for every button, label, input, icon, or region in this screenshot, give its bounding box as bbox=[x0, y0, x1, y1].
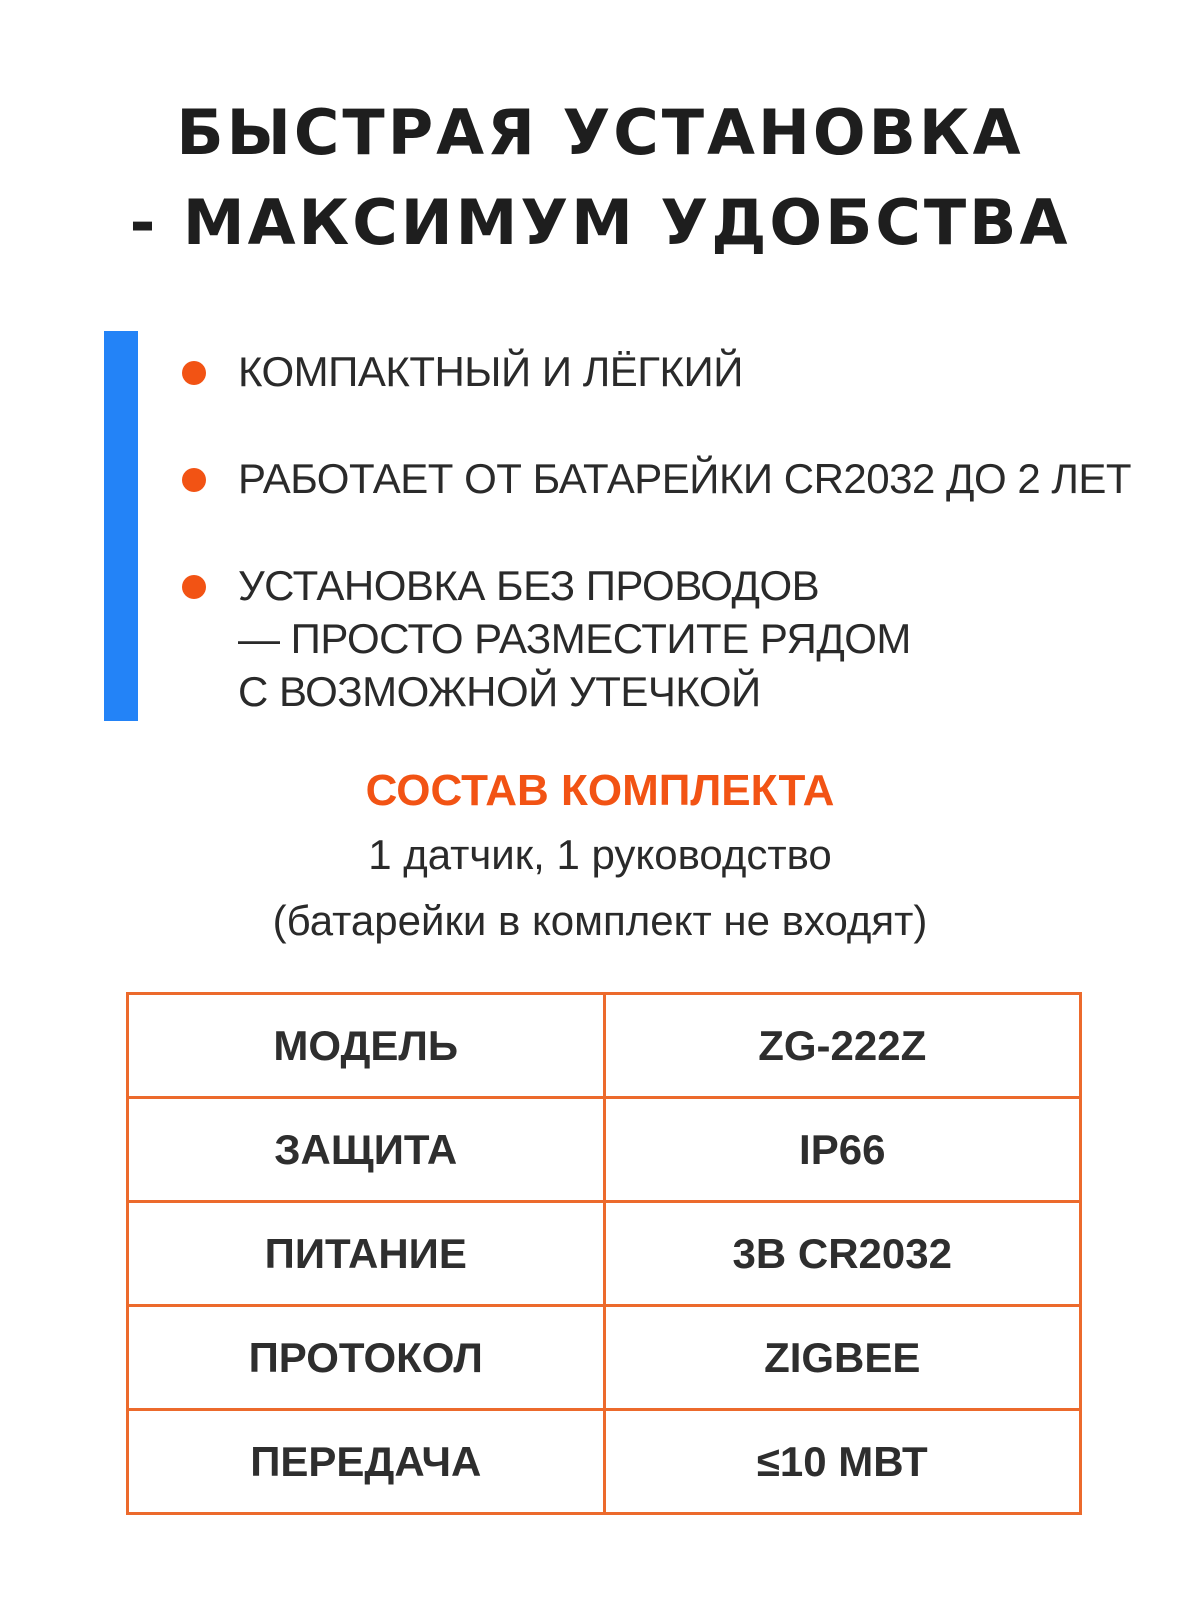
table-row bbox=[128, 1202, 1081, 1306]
accent-bar bbox=[104, 331, 138, 721]
feature-text-line-1: УСТАНОВКА БЕЗ ПРОВОДОВ bbox=[238, 562, 820, 609]
feature-text: КОМПАКТНЫЙ И ЛЁГКИЙ bbox=[238, 348, 743, 395]
spec-label: МОДЕЛЬ bbox=[128, 994, 605, 1098]
table-row bbox=[128, 1306, 1081, 1410]
feature-text: РАБОТАЕТ ОТ БАТАРЕЙКИ CR2032 ДО 2 ЛЕТ bbox=[238, 455, 1132, 502]
spec-value: ZIGBEE bbox=[604, 1306, 1081, 1410]
spec-value: ≤10 МВТ bbox=[604, 1410, 1081, 1514]
spec-label: ПЕРЕДАЧА bbox=[128, 1410, 605, 1514]
kit-note: (батарейки в комплект не входят) bbox=[272, 897, 928, 944]
spec-label: ПИТАНИЕ bbox=[128, 1202, 605, 1306]
kit-section bbox=[0, 760, 1200, 954]
feature-item-compact bbox=[180, 345, 1180, 398]
headline bbox=[0, 88, 1200, 268]
table-row bbox=[128, 1098, 1081, 1202]
bullet-icon bbox=[182, 575, 206, 599]
feature-text-line-3: С ВОЗМОЖНОЙ УТЕЧКОЙ bbox=[238, 668, 761, 715]
spec-table bbox=[126, 992, 1082, 1515]
bullet-icon bbox=[182, 361, 206, 385]
table-row bbox=[128, 1410, 1081, 1514]
headline-line-1: БЫСТРАЯ УСТАНОВКА bbox=[176, 96, 1024, 169]
feature-list bbox=[180, 345, 1180, 718]
spec-value: ZG-222Z bbox=[604, 994, 1081, 1098]
spec-label: ПРОТОКОЛ bbox=[128, 1306, 605, 1410]
feature-text-line-2: — ПРОСТО РАЗМЕСТИТЕ РЯДОМ bbox=[238, 615, 911, 662]
table-row bbox=[128, 994, 1081, 1098]
spec-value: IP66 bbox=[604, 1098, 1081, 1202]
feature-item-battery bbox=[180, 452, 1180, 505]
kit-contents: 1 датчик, 1 руководство bbox=[368, 831, 832, 878]
spec-value: 3В CR2032 bbox=[604, 1202, 1081, 1306]
kit-title: СОСТАВ КОМПЛЕКТА bbox=[365, 766, 835, 815]
feature-item-wireless bbox=[180, 559, 1180, 718]
headline-line-2: - МАКСИМУМ УДОБСТВА bbox=[129, 186, 1071, 259]
bullet-icon bbox=[182, 468, 206, 492]
spec-label: ЗАЩИТА bbox=[128, 1098, 605, 1202]
